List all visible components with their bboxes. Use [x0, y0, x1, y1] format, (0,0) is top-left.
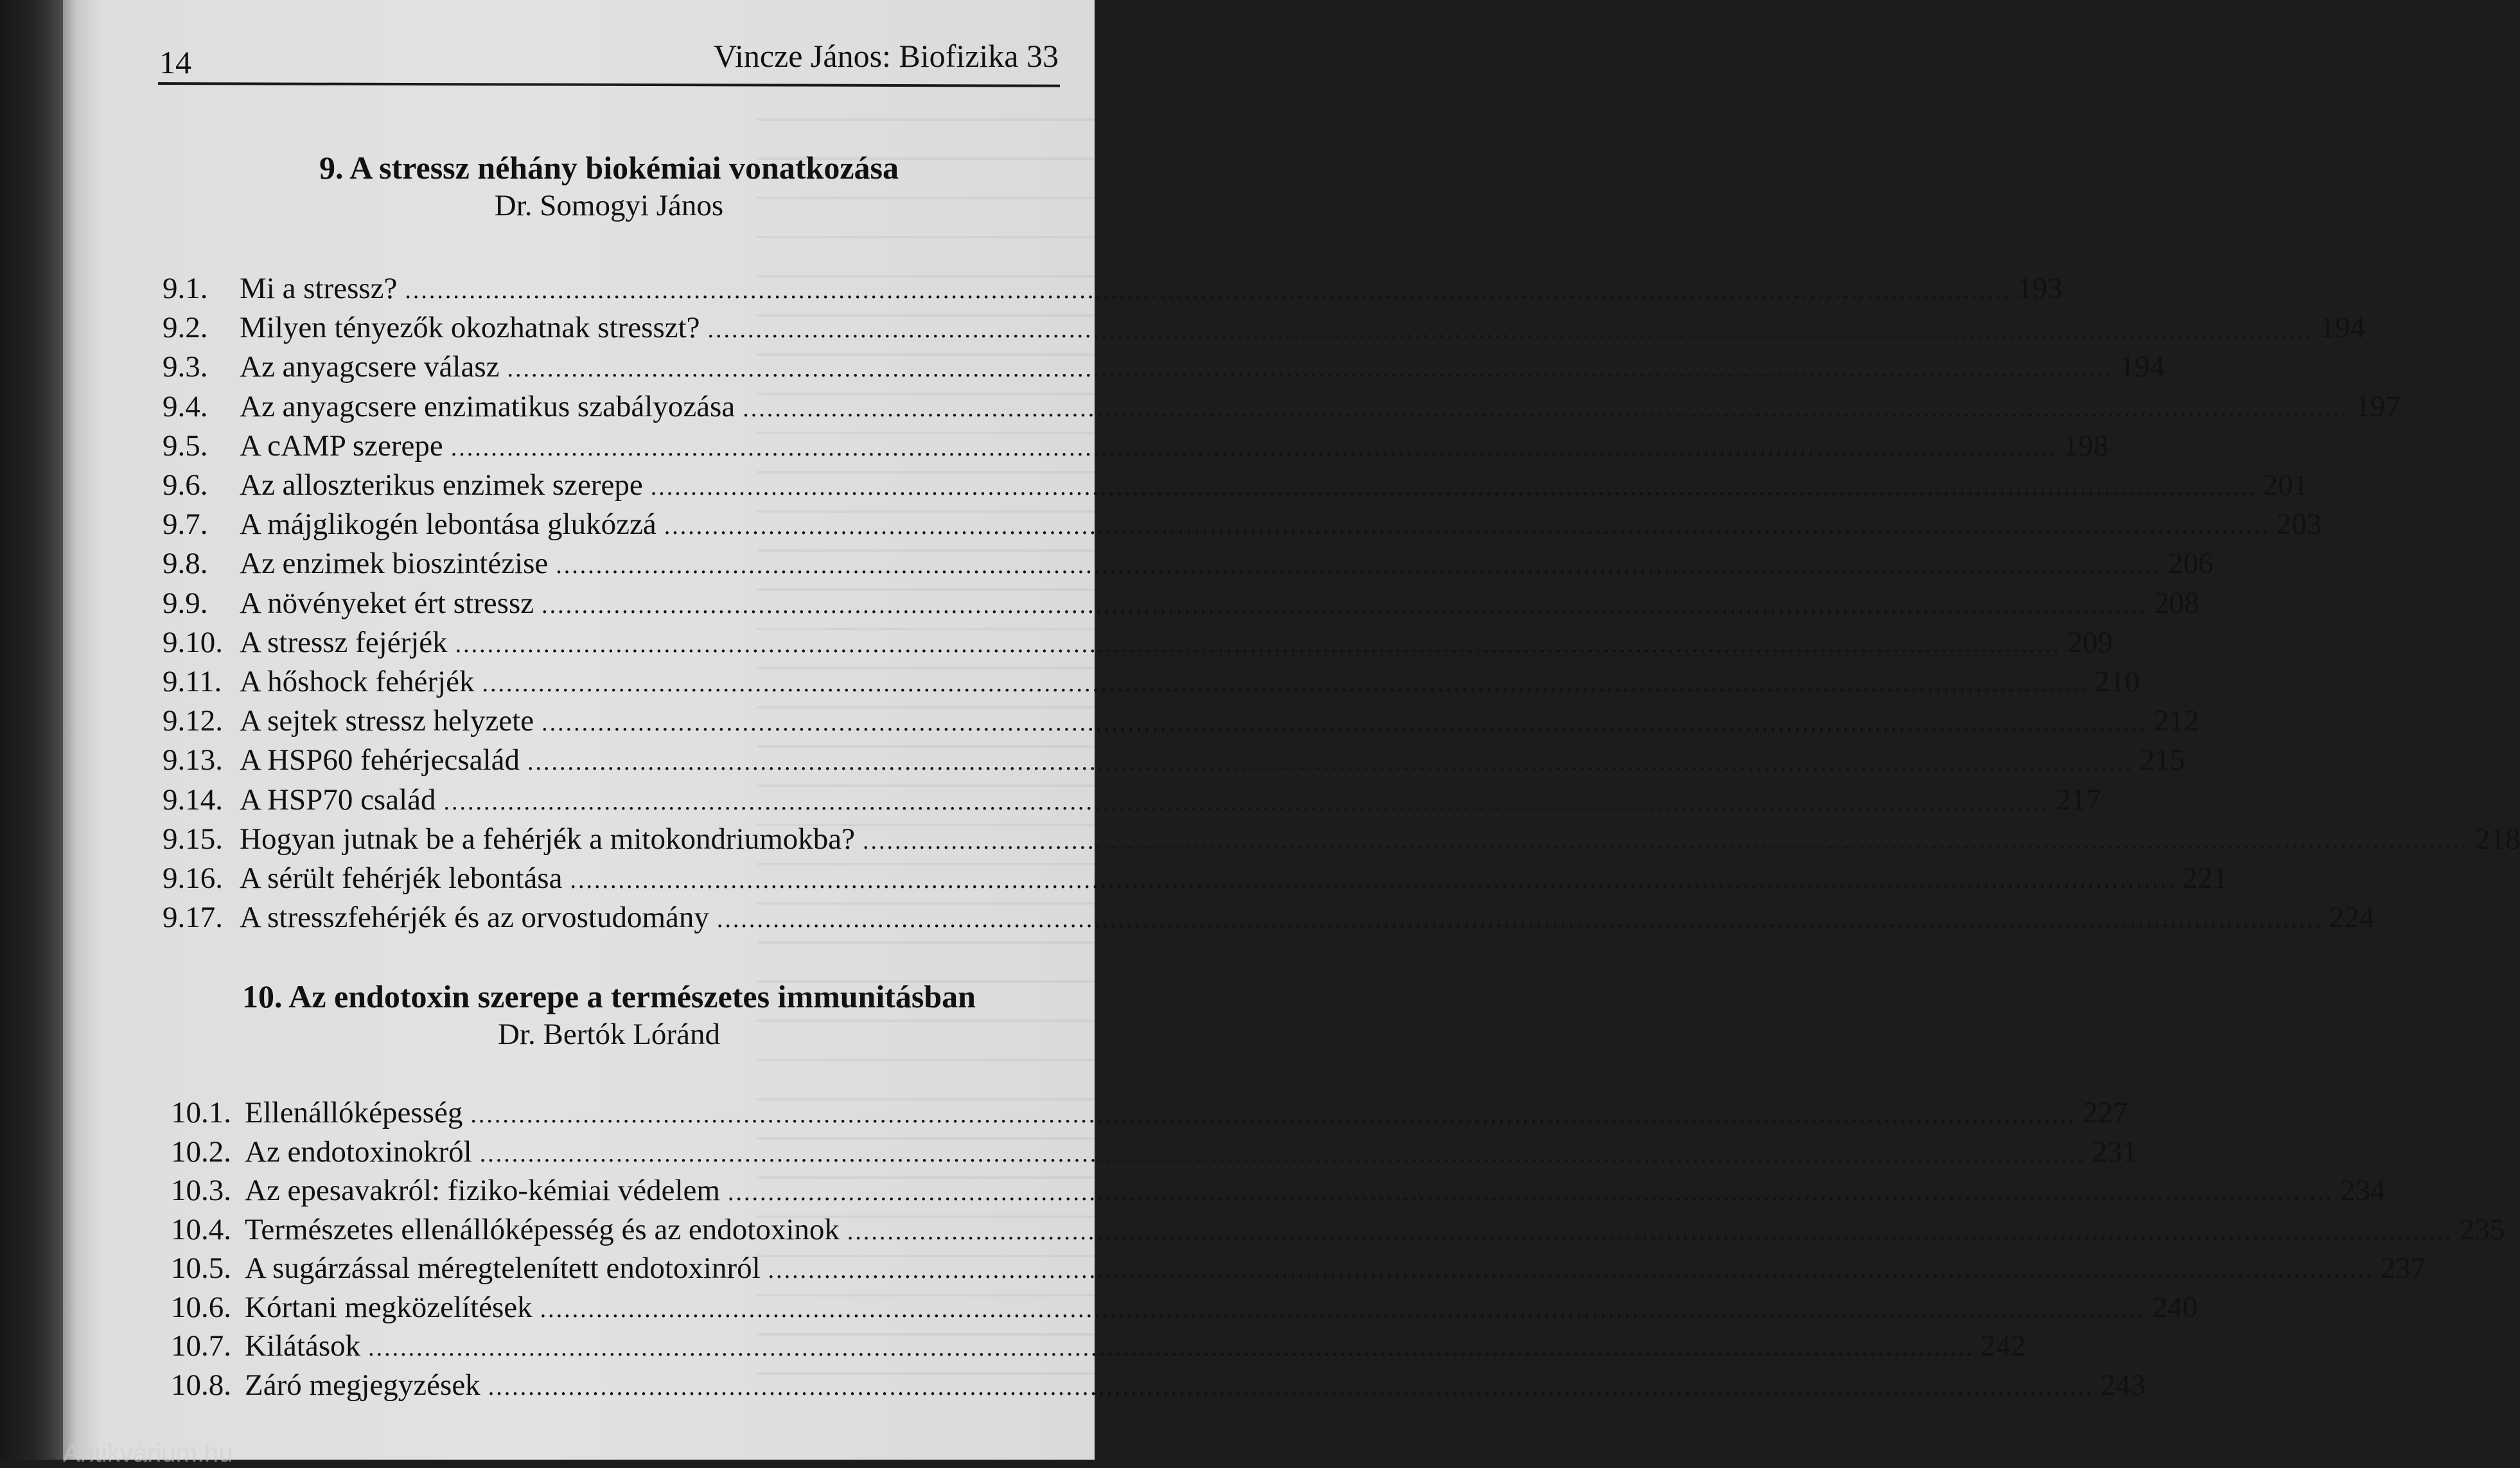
toc-entry-page: 240 [2152, 1290, 2198, 1324]
toc-entry-title: A stresszfehérjék és az orvostudomány [240, 901, 709, 935]
chapter-author: Dr. Bertók Lóránd [498, 1018, 720, 1051]
toc-entry [163, 271, 2063, 310]
book-page [63, 0, 2520, 1467]
toc-entry-number: 9.14. [163, 783, 223, 817]
toc-entry-number: 9.4. [163, 389, 208, 423]
toc-entry-page: 206 [2168, 547, 2214, 581]
toc-entry-page: 197 [2355, 389, 2401, 423]
toc-entry-number: 10.2. [171, 1135, 231, 1169]
dot-leader: ........................................................................................................................................................................................................ [716, 906, 2323, 933]
toc-entry-number: 10.5. [171, 1251, 231, 1285]
toc-entry [163, 389, 2401, 428]
toc-entry [171, 1290, 2198, 1329]
toc-entry-title: Az enzimek bioszintézise [240, 547, 549, 581]
toc-entry-number: 9.17. [163, 901, 223, 935]
dot-leader: ........................................................................................................................................................................................................ [542, 591, 2148, 619]
dot-leader: ........................................................................................................................................................................................................ [862, 827, 2469, 854]
toc-entry-number: 9.7. [163, 508, 208, 542]
toc-entry [163, 546, 2214, 585]
toc-entry-number: 9.6. [163, 468, 208, 502]
toc-entry-number: 10.8. [171, 1368, 231, 1402]
toc-entry-number: 9.16. [163, 862, 223, 895]
toc-entry-title: Az alloszterikus enzimek szerepe [240, 468, 643, 502]
toc-entry-page: 215 [2139, 743, 2185, 777]
dot-leader: ........................................................................................................................................................................................................ [450, 434, 2057, 461]
toc-entry-page: 221 [2182, 862, 2228, 895]
toc-entry-title: Az anyagcsere válasz [240, 350, 500, 384]
toc-entry-page: 212 [2154, 704, 2199, 738]
toc-entry-title: Kórtani megközelítések [245, 1290, 533, 1324]
toc-entry [171, 1251, 2426, 1289]
toc-entry-title: A hőshock fehérjék [240, 665, 475, 698]
toc-entry [163, 900, 2375, 939]
toc-entry [171, 1095, 2128, 1134]
toc-entry-title: A sejtek stressz helyzete [240, 704, 534, 738]
toc-entry [163, 822, 2520, 860]
toc-entry-page: 231 [2092, 1135, 2138, 1169]
toc-entry-number: 9.8. [163, 547, 208, 581]
dot-leader: ........................................................................................................................................................................................................ [540, 1295, 2146, 1323]
toc-entry-page: 194 [2320, 311, 2366, 345]
toc-entry-title: Természetes ellenállóképesség és az endotoxinok [245, 1212, 840, 1246]
toc-entry [163, 468, 2309, 506]
toc-entry-page: 208 [2154, 586, 2199, 620]
toc-entry-title: A sérült fehérjék lebontása [240, 862, 563, 895]
toc-entry-page: 237 [2380, 1251, 2426, 1285]
page-header [159, 37, 1059, 82]
dot-leader: ........................................................................................................................................................................................................ [727, 1179, 2334, 1206]
toc-entry-title: A stressz fejérjék [240, 625, 448, 659]
toc-entry [163, 586, 2199, 624]
dot-leader: ........................................................................................................................................................................................................ [707, 316, 2314, 344]
book-spine-shadow [0, 0, 71, 1460]
toc-entry-title: A cAMP szerepe [240, 429, 443, 463]
toc-entry-page: 209 [2067, 625, 2113, 659]
toc-entry-number: 9.15. [163, 822, 223, 856]
toc-entry-page: 203 [2276, 508, 2322, 542]
toc-entry-number: 10.6. [171, 1290, 231, 1324]
toc-entry [163, 429, 2109, 467]
toc-entry [171, 1329, 2026, 1367]
toc-entry-title: Az endotoxinokról [245, 1135, 472, 1169]
toc-entry-page: 234 [2339, 1174, 2386, 1207]
dot-leader: ........................................................................................................................................................................................................ [542, 709, 2148, 737]
toc-entry-number: 9.5. [163, 429, 208, 463]
toc-entry-number: 10.7. [171, 1329, 231, 1363]
toc-entry-page: 218 [2474, 822, 2520, 856]
dot-leader: ........................................................................................................................................................................................................ [768, 1257, 2374, 1284]
toc-entry-number: 10.3. [171, 1174, 231, 1207]
running-head: Vincze János: Biofizika 33 [713, 38, 1059, 74]
toc-entry-number: 9.1. [163, 272, 208, 305]
toc-entry-number: 9.3. [163, 350, 208, 384]
toc-entry [163, 310, 2366, 349]
toc-entry-title: A növényeket ért stressz [240, 586, 534, 620]
chapter-title: 9. A stressz néhány biokémiai vonatkozása [319, 150, 899, 186]
toc-entry-page: 227 [2083, 1096, 2128, 1129]
dot-leader: ........................................................................................................................................................................................................ [507, 355, 2113, 383]
toc-entry-title: Milyen tényezők okozhatnak stresszt? [240, 311, 700, 345]
dot-leader: ........................................................................................................................................................................................................ [664, 513, 2270, 540]
dot-leader: ........................................................................................................................................................................................................ [470, 1101, 2077, 1128]
toc-entry-page: 217 [2056, 783, 2101, 817]
dot-leader: ........................................................................................................................................................................................................ [556, 552, 2162, 579]
toc-entry [163, 349, 2165, 388]
toc-entry [171, 1173, 2386, 1212]
toc-entry-page: 198 [2063, 429, 2109, 463]
toc-entry-number: 9.13. [163, 743, 223, 777]
toc-entry-page: 224 [2329, 901, 2375, 935]
toc-entry-number: 10.1. [171, 1096, 231, 1129]
toc-entry-title: Mi a stressz? [240, 272, 398, 305]
dot-leader: ........................................................................................................................................................................................................ [847, 1217, 2453, 1245]
chapter-title: 10. Az endotoxin szerepe a természetes immunitásban [242, 978, 976, 1014]
toc-entry-number: 9.11. [163, 665, 222, 698]
dot-leader: ........................................................................................................................................................................................................ [650, 473, 2257, 500]
dot-leader: ........................................................................................................................................................................................................ [527, 748, 2133, 776]
toc-entry-title: A sugárzással méregtelenített endotoxinról [245, 1251, 761, 1285]
toc-entry-title: A májglikogén lebontása glukózzá [240, 508, 656, 542]
toc-entry-page: 235 [2459, 1212, 2505, 1246]
toc-entry [171, 1368, 2146, 1406]
toc-entry-title: Az epesavakról: fiziko-kémiai védelem [245, 1174, 720, 1207]
toc-entry-number: 9.12. [163, 704, 223, 738]
toc-entry-title: A HSP70 család [240, 783, 436, 817]
dot-leader: ........................................................................................................................................................................................................ [482, 670, 2088, 697]
dot-leader: ........................................................................................................................................................................................................ [479, 1140, 2086, 1167]
chapter-author: Dr. Somogyi János [494, 189, 724, 222]
dot-leader: ........................................................................................................................................................................................................ [443, 788, 2050, 815]
toc-entry-page: 193 [2017, 272, 2063, 305]
toc-entry-title: Az anyagcsere enzimatikus szabályozása [240, 389, 736, 423]
toc-entry [171, 1135, 2138, 1173]
dot-leader: ........................................................................................................................................................................................................ [570, 867, 2176, 894]
toc-entry [163, 507, 2322, 545]
toc-entry-number: 10.4. [171, 1212, 231, 1246]
page-number: 14 [159, 44, 191, 80]
dot-leader: ........................................................................................................................................................................................................ [455, 630, 2061, 658]
toc-entry-number: 9.2. [163, 311, 208, 345]
toc-entry-title: Ellenállóképesség [245, 1096, 463, 1129]
dot-leader: ........................................................................................................................................................................................................ [488, 1373, 2094, 1401]
toc-entry [163, 664, 2140, 703]
toc-entry-page: 201 [2262, 468, 2309, 502]
watermark-text: Antikvárium.hu [63, 1439, 233, 1467]
toc-entry-page: 194 [2119, 350, 2165, 384]
toc-entry-number: 9.9. [163, 586, 208, 620]
toc-entry [163, 625, 2113, 664]
dot-leader: ........................................................................................................................................................................................................ [368, 1334, 1975, 1361]
header-rule [158, 82, 1060, 87]
dot-leader: ........................................................................................................................................................................................................ [405, 277, 2011, 304]
toc-entry-title: A HSP60 fehérjecsalád [240, 743, 520, 777]
toc-entry-title: Kilátások [245, 1329, 361, 1363]
dot-leader: ........................................................................................................................................................................................................ [743, 394, 2349, 422]
toc-entry-title: Hogyan jutnak be a fehérjék a mitokondriumokba? [240, 822, 855, 856]
toc-entry [171, 1212, 2505, 1251]
toc-entry-number: 9.10. [163, 625, 223, 659]
toc-entry [163, 861, 2228, 899]
toc-entry [163, 743, 2185, 781]
toc-entry-title: Záró megjegyzések [245, 1368, 480, 1402]
toc-entry [163, 703, 2199, 742]
toc-entry-page: 242 [1980, 1329, 2026, 1363]
toc-entry-page: 243 [2100, 1368, 2146, 1402]
toc-entry-page: 210 [2094, 665, 2140, 698]
toc-entry [163, 783, 2101, 821]
